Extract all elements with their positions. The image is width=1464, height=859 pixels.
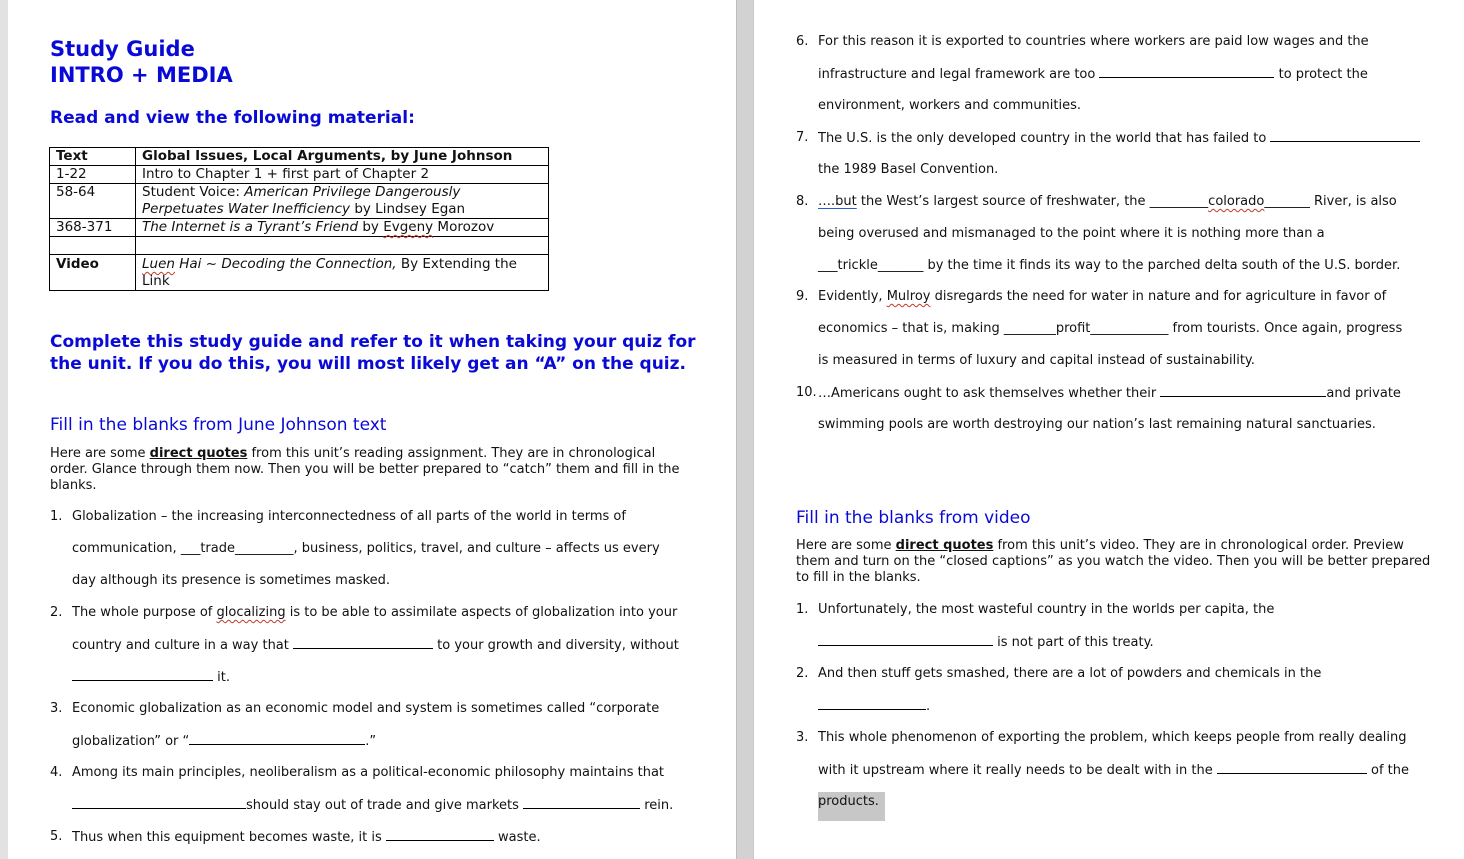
intro-line-2: order. Glance through them now. Then you will be better prepared to “catch” them and fill in the [50, 462, 680, 477]
q8-line-1 [818, 194, 1397, 210]
q4-line-1: Among its main principles, neoliberalism as a political-economic philosophy maintains that [72, 765, 665, 780]
text: rein. [640, 798, 674, 813]
text: economics – that is, making [818, 321, 1004, 336]
text: .” [365, 734, 377, 749]
intro-line-3: blanks. [50, 478, 97, 493]
text: the West’s largest source of freshwater, the [856, 194, 1150, 209]
text: disregards the need for water in nature and for agriculture in favor of [930, 289, 1387, 304]
table-cell: Global Issues, Local Arguments, by June Johnson [136, 148, 549, 166]
answer-blank[interactable] [1217, 762, 1367, 774]
text: The U.S. is the only developed country in the world that has failed to [818, 131, 1271, 146]
table-row [50, 255, 549, 291]
q3-line-2 [72, 733, 376, 750]
q7-line-1 [818, 130, 1420, 147]
text: and private [1326, 386, 1401, 401]
video-intro-line-2: them and turn on the “closed captions” as you watch the video. Then you will be better prepared [796, 554, 1431, 569]
answer-blank[interactable]: ________profit____________ [1003, 321, 1169, 336]
table-text: by [358, 219, 384, 235]
answer-blank[interactable] [386, 829, 494, 841]
text: Thus when this equipment becomes waste, it is [72, 830, 386, 845]
q6-line-3: environment, workers and communities. [818, 98, 1082, 113]
q1-line-2 [72, 541, 660, 557]
v3-line-2 [818, 762, 1409, 779]
question-number: 7. [796, 130, 809, 145]
answer-blank[interactable]: ___trade_________ [180, 541, 294, 556]
q1-line-1: Globalization – the increasing interconnectedness of all parts of the world in terms of [72, 509, 626, 524]
q9-line-3: is measured in terms of luxury and capital instead of sustainability. [818, 353, 1255, 368]
question-number: 4. [50, 765, 63, 780]
q8-line-2: being overused and mismanaged to the point where it is nothing more than a [818, 226, 1325, 241]
q2-line-3 [72, 669, 230, 686]
table-cell: Text [50, 148, 136, 166]
table-text: Perpetuates Water Inefficiency [142, 201, 351, 217]
answer-blank[interactable] [189, 733, 365, 745]
complete-line-1: Complete this study guide and refer to it when taking your quiz for [50, 332, 696, 352]
table-row [50, 184, 549, 219]
table-cell [136, 255, 549, 291]
answer-blank: _______ [1264, 194, 1310, 209]
question-number: 1. [50, 509, 63, 524]
selected-text[interactable]: products. [818, 792, 885, 821]
text: . [926, 699, 931, 714]
text: it. [213, 670, 230, 685]
q9-line-2 [818, 321, 1402, 337]
title-line-1: Study Guide [50, 37, 195, 61]
q7-line-2: the 1989 Basel Convention. [818, 162, 999, 177]
text: from tourists. Once again, progress [1168, 321, 1403, 336]
text: direct quotes [895, 538, 994, 553]
v2-line-1: And then stuff gets smashed, there are a lot of powders and chemicals in the [818, 666, 1322, 681]
text: glocalizing [216, 605, 286, 620]
text: Here are some [50, 446, 150, 461]
v1-line-1: Unfortunately, the most wasteful country in the worlds per capita, the [818, 602, 1275, 617]
table-cell: Video [50, 255, 136, 291]
intro-line-1 [50, 446, 655, 462]
table-text: By Extending the [396, 256, 517, 272]
text: of the [1366, 763, 1410, 778]
table-text: American Privilege Dangerously [244, 184, 461, 200]
document-page-right[interactable] [754, 0, 1464, 859]
table-cell: 1-22 [50, 166, 136, 184]
answer-blank[interactable] [818, 698, 926, 710]
complete-line-2: the unit. If you do this, you will most likely get an “A” on the quiz. [50, 354, 686, 374]
table-text: Evgeny [383, 219, 434, 235]
v3-line-3 [818, 794, 885, 810]
table-text: Link [142, 273, 170, 289]
text: , business, politics, travel, and culture – affects us every [293, 541, 660, 556]
text: globalization” or “ [72, 734, 190, 749]
table-cell: Intro to Chapter 1 + first part of Chapter 2 [136, 166, 549, 184]
answer-blank[interactable] [72, 669, 213, 681]
q6-line-1: For this reason it is exported to countries where workers are paid low wages and the [818, 34, 1369, 49]
question-number: 1. [796, 602, 809, 617]
q1-line-3: day although its presence is sometimes masked. [72, 573, 391, 588]
table-row [50, 237, 549, 255]
text: is not part of this treaty. [993, 635, 1154, 650]
fill-heading-text: Fill in the blanks from June Johnson text [50, 415, 387, 435]
question-number: 2. [50, 605, 63, 620]
text: is to be able to assimilate aspects of globalization into your [285, 605, 678, 620]
text: communication, [72, 541, 181, 556]
answer-blank[interactable] [818, 634, 993, 646]
answer-blank[interactable] [1099, 66, 1274, 78]
text: to protect the [1274, 67, 1368, 82]
q2-line-1 [72, 605, 677, 621]
table-text: Hai ~ Decoding the Connection, [174, 256, 397, 272]
question-number: 3. [796, 730, 809, 745]
text: Here are some [796, 538, 896, 553]
text: infrastructure and legal framework are too [818, 67, 1100, 82]
table-text: Student Voice: [142, 184, 245, 200]
question-number: 5. [50, 829, 63, 844]
text: Evidently, [818, 289, 887, 304]
text: waste. [493, 830, 541, 845]
q2-line-2 [72, 637, 679, 654]
question-number: 6. [796, 34, 809, 49]
answer-blank[interactable] [72, 797, 246, 809]
text: country and culture in a way that [72, 638, 293, 653]
text: should stay out of trade and give markets [246, 798, 524, 813]
table-cell: 58-64 [50, 184, 136, 219]
text: direct quotes [149, 446, 248, 461]
answer-blank[interactable] [1160, 385, 1326, 397]
table-row [50, 148, 549, 166]
text: River, is also [1309, 194, 1397, 209]
page-gap [736, 0, 754, 859]
video-intro-line-3: to fill in the blanks. [796, 570, 921, 585]
q10-line-2: swimming pools are worth destroying our nation’s last remaining natural sanctuaries. [818, 417, 1376, 432]
answer-blank: _________ [1149, 194, 1209, 209]
text: from this unit’s reading assignment. They are in chronological [247, 446, 656, 461]
q4-line-2 [72, 797, 673, 814]
v3-line-1: This whole phenomenon of exporting the problem, which keeps people from really dealing [818, 730, 1407, 745]
table-cell [50, 237, 136, 255]
q5-line-1 [72, 829, 541, 846]
q6-line-2 [818, 66, 1368, 83]
text: by the time it finds its way to the parched delta south of the U.S. border. [923, 258, 1401, 273]
q9-line-1 [818, 289, 1386, 305]
text: Mulroy [886, 289, 931, 304]
text: to your growth and diversity, without [433, 638, 679, 653]
v2-line-2 [818, 698, 930, 715]
table-row [50, 166, 549, 184]
document-page-left[interactable] [8, 0, 736, 859]
question-number: 2. [796, 666, 809, 681]
table-cell: 368-371 [50, 219, 136, 237]
video-heading: Fill in the blanks from video [796, 508, 1031, 528]
text: with it upstream where it really needs to be dealt with in the [818, 763, 1217, 778]
answer-blank[interactable]: ___trickle_______ [818, 258, 924, 273]
table-cell [136, 237, 549, 255]
text: ….but [818, 194, 857, 209]
materials-table [49, 147, 549, 291]
table-cell [136, 219, 549, 237]
answer-blank[interactable] [1270, 130, 1420, 142]
answer-blank[interactable]: colorado [1208, 194, 1265, 209]
question-number: 3. [50, 701, 63, 716]
text: …Americans ought to ask themselves whether their [818, 386, 1161, 401]
table-text: Morozov [433, 219, 495, 235]
question-number: 8. [796, 194, 809, 209]
question-number: 10. [796, 385, 817, 400]
question-number: 9. [796, 289, 809, 304]
title-line-2: INTRO + MEDIA [50, 63, 233, 87]
text: from this unit’s video. They are in chronological order. Preview [993, 538, 1404, 553]
q10-line-1 [818, 385, 1401, 402]
table-text: The Internet is a Tyrant’s Friend [142, 219, 359, 235]
answer-blank[interactable] [293, 637, 433, 649]
text: The whole purpose of [72, 605, 217, 620]
read-heading: Read and view the following material: [50, 108, 415, 128]
table-text: by Lindsey Egan [350, 201, 466, 217]
v1-line-2 [818, 634, 1154, 651]
table-cell [136, 184, 549, 219]
answer-blank[interactable] [523, 797, 640, 809]
table-text: Luen [142, 256, 175, 272]
q3-line-1: Economic globalization as an economic model and system is sometimes called “corporate [72, 701, 660, 716]
window-left-margin [0, 0, 8, 859]
q8-line-3 [818, 258, 1400, 274]
table-row [50, 219, 549, 237]
video-intro-line-1 [796, 538, 1404, 554]
